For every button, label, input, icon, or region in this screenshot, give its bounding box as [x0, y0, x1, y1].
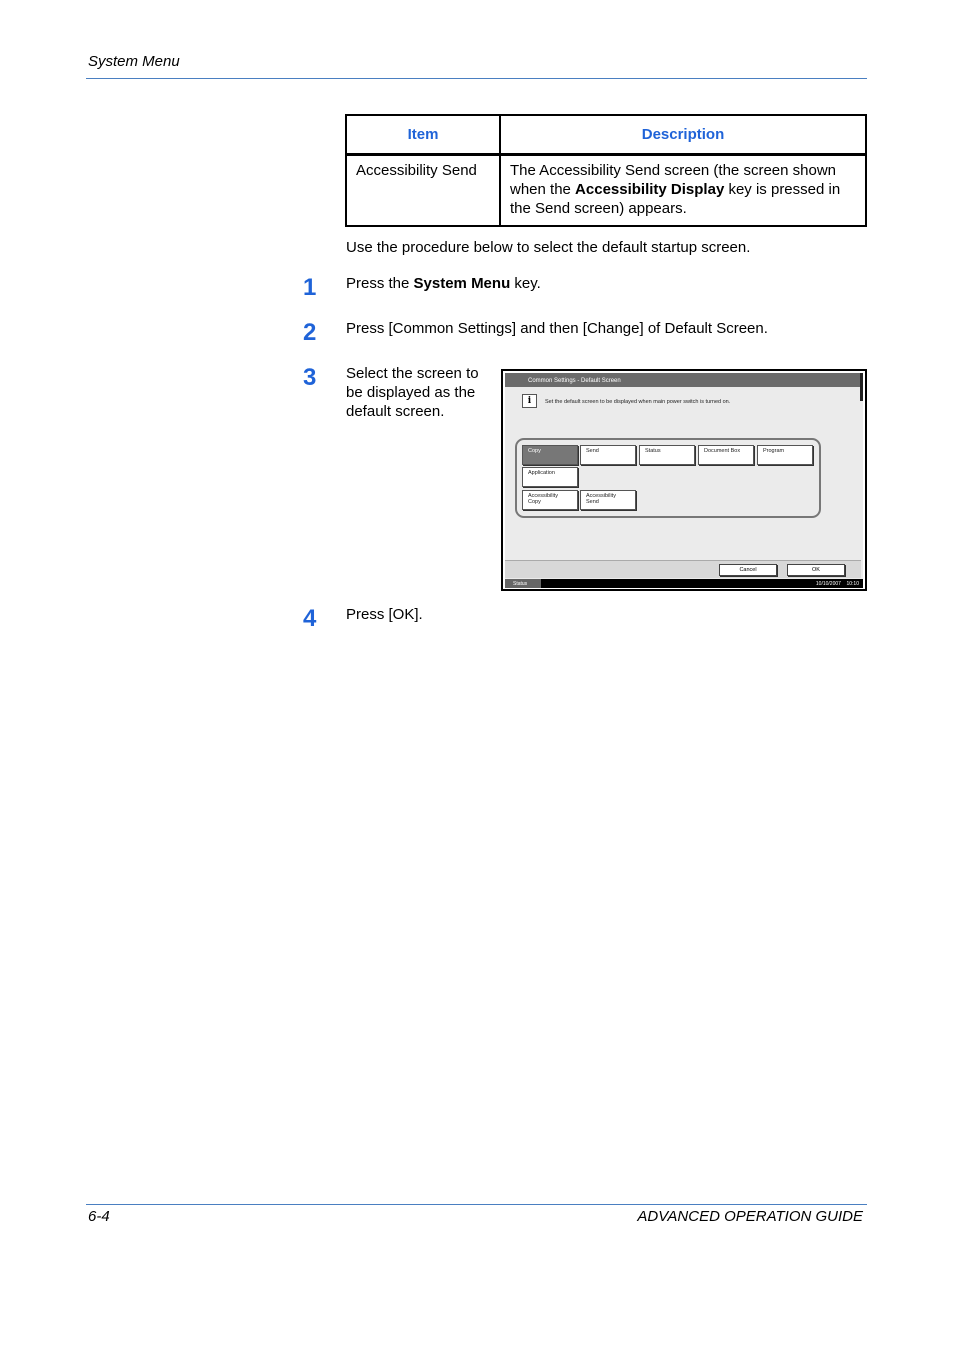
screen-options-group	[515, 438, 821, 518]
cancel-button[interactable]: Cancel	[719, 564, 777, 576]
step-1-pre: Press the	[346, 275, 414, 292]
info-icon: i	[522, 394, 537, 408]
page-number: 6-4	[88, 1208, 110, 1225]
description-cell	[500, 154, 866, 226]
acc-copy-line1: Accessibility	[528, 493, 558, 499]
option-copy-button[interactable]: Copy	[522, 445, 578, 465]
ok-button[interactable]: OK	[787, 564, 845, 576]
description-text: The Accessibility Send screen (the screen shown when the	[510, 161, 836, 198]
status-bar	[505, 579, 863, 588]
status-time: 10:10	[846, 581, 859, 587]
step-1-bold: System Menu	[413, 275, 511, 292]
acc-send-line2: Send	[586, 499, 599, 505]
description-text-end: key is pressed in the Send screen) appears.	[510, 180, 841, 217]
option-send-button[interactable]: Send	[580, 445, 636, 465]
step-1-post: key.	[510, 275, 541, 292]
guide-title: ADVANCED OPERATION GUIDE	[637, 1208, 863, 1225]
option-accessibility-copy-button[interactable]	[522, 490, 578, 510]
column-header-item: Item	[346, 115, 500, 154]
header-rule	[86, 78, 867, 79]
status-datetime	[816, 581, 859, 587]
option-document-box-button[interactable]: Document Box	[698, 445, 754, 465]
status-date: 10/10/2007	[815, 581, 841, 587]
intro-text: Use the procedure below to select the default startup screen.	[346, 239, 751, 256]
panel-title: Common Settings - Default Screen	[505, 373, 861, 387]
acc-copy-line2: Copy	[528, 499, 541, 505]
option-program-button[interactable]: Program	[757, 445, 813, 465]
step-1-text	[346, 274, 541, 293]
section-title: System Menu	[88, 53, 180, 70]
status-button[interactable]: Status	[505, 579, 541, 588]
table-row	[346, 154, 866, 226]
acc-send-line1: Accessibility	[586, 493, 616, 499]
step-1-number: 1	[303, 274, 317, 301]
panel-message: Set the default screen to be displayed when main power switch is turned on.	[545, 399, 731, 405]
step-4-number: 4	[303, 605, 317, 632]
step-2-text: Press [Common Settings] and then [Change] of Default Screen.	[346, 320, 768, 337]
item-cell: Accessibility Send	[346, 154, 500, 226]
option-accessibility-send-button[interactable]	[580, 490, 636, 510]
description-bold: Accessibility Display	[575, 180, 725, 198]
step-3-text: Select the screen to be displayed as the default screen.	[346, 365, 479, 420]
step-4-text: Press [OK].	[346, 606, 423, 623]
option-application-button[interactable]: Application	[522, 467, 578, 487]
table-header-row	[346, 115, 866, 154]
item-description-table	[345, 114, 867, 227]
column-header-description: Description	[500, 115, 866, 154]
step-2-number: 2	[303, 319, 317, 346]
panel-scrollbar[interactable]	[860, 373, 863, 401]
footer-rule	[86, 1204, 867, 1205]
panel-body	[505, 373, 863, 587]
step-3-number: 3	[303, 364, 317, 391]
default-screen-panel	[501, 369, 867, 591]
option-status-button[interactable]: Status	[639, 445, 695, 465]
